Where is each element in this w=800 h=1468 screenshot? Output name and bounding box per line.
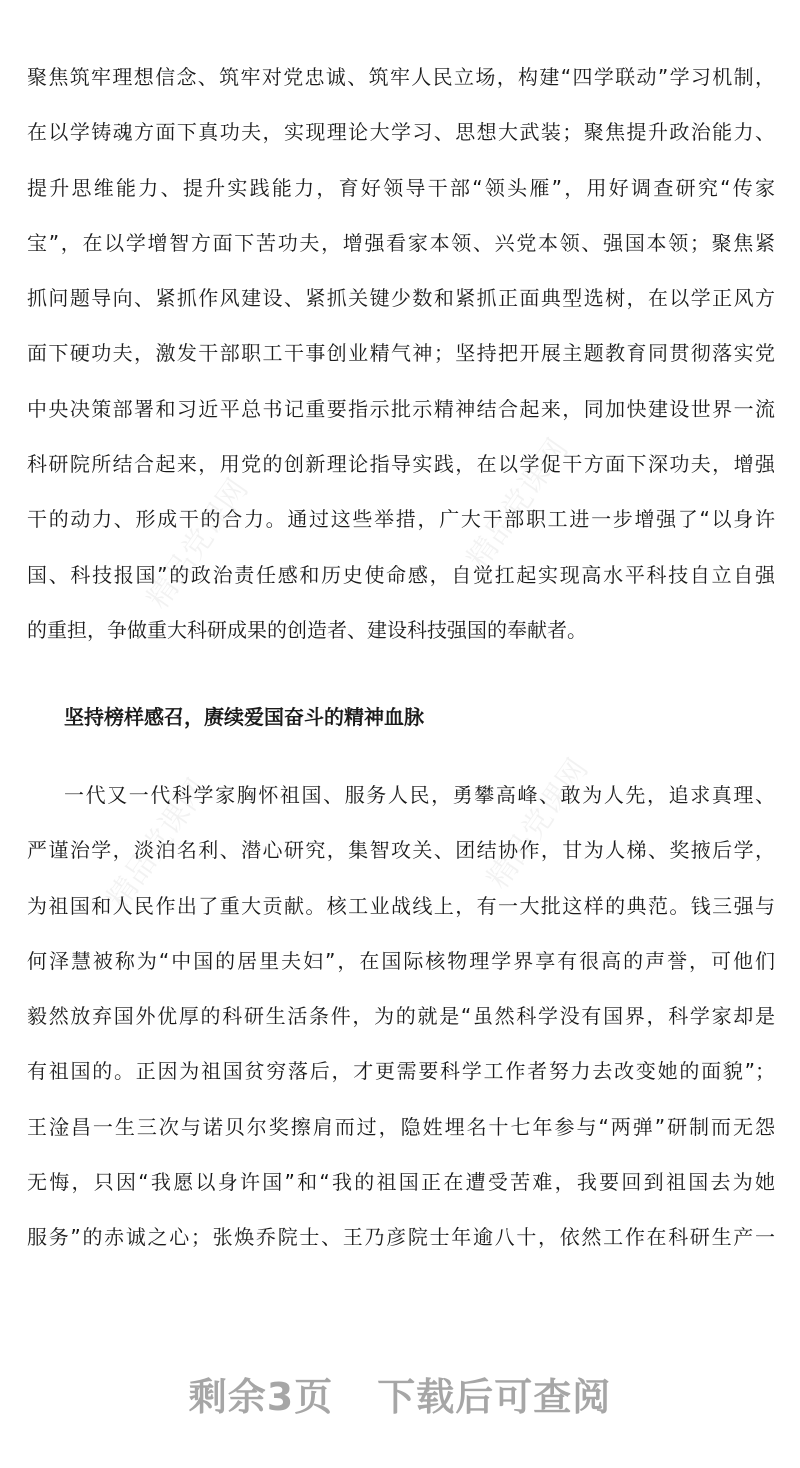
watermark: 精品党课网: [480, 752, 596, 896]
watermark: 精品党课网: [460, 432, 576, 576]
download-prompt[interactable]: [0, 1366, 800, 1421]
text-line: 的重担，争做重大科研成果的创造者、建设科技强国的奉献者。: [27, 617, 587, 642]
paragraph-2: [27, 768, 775, 1266]
watermark: 精品党课网: [140, 472, 256, 616]
download-to-view-label[interactable]: 下载后可查阅: [377, 1375, 612, 1419]
text-line: 抓问题导向、紧抓作风建设、紧抓关键少数和紧抓正面典型选树，在以学正风方: [27, 286, 775, 311]
text-line: 何泽慧被称为“中国的居里夫妇”，在国际核物理学界享有很高的声誉，可他们: [27, 948, 775, 973]
text-line: 干的动力、形成干的合力。通过这些举措，广大干部职工进一步增强了“以身许: [27, 507, 775, 532]
text-line: 为祖国和人民作出了重大贡献。核工业战线上，有一大批这样的典范。钱三强与: [27, 893, 775, 918]
remaining-pages-label: 剩余3页: [188, 1375, 334, 1419]
text-line: 宝”，在以学增智方面下苦功夫，增强看家本领、兴党本领、强国本领；聚焦紧: [27, 230, 775, 255]
text-line: 无悔，只因“我愿以身许国”和“我的祖国正在遭受苦难，我要回到祖国去为她: [27, 1170, 775, 1195]
text-line: 聚焦筑牢理想信念、筑牢对党忠诚、筑牢人民立场，构建“四学联动”学习机制，: [27, 65, 775, 89]
text-line: 国、科技报国”的政治责任感和历史使命感，自觉扛起实现高水平科技自立自强: [27, 562, 775, 587]
text-line: 王淦昌一生三次与诺贝尔奖擦肩而过，隐姓埋名十七年参与“两弹”研制而无怨: [27, 1114, 775, 1139]
text-line: 中央决策部署和习近平总书记重要指示批示精神结合起来，同加快建设世界一流: [27, 396, 775, 421]
text-line: 严谨治学，淡泊名利、潜心研究，集智攻关、团结协作，甘为人梯、奖掖后学，: [27, 838, 775, 863]
paragraph-1: [27, 50, 775, 658]
section-heading: 坚持榜样感召，赓续爱国奋斗的精神血脉: [64, 705, 424, 729]
text-line: 一代又一代科学家胸怀祖国、服务人民，勇攀高峰、敢为人先，追求真理、: [64, 783, 775, 807]
text-line: 面下硬功夫，激发干部职工干事创业精气神；坚持把开展主题教育同贯彻落实党: [27, 341, 775, 366]
text-line: 科研院所结合起来，用党的创新理论指导实践，在以学促干方面下深功夫，增强: [27, 452, 775, 477]
text-line: 提升思维能力、提升实践能力，育好领导干部“领头雁”，用好调查研究“传家: [27, 175, 775, 200]
text-line: 在以学铸魂方面下真功夫，实现理论大学习、思想大武装；聚焦提升政治能力、: [27, 120, 775, 145]
text-line: 有祖国的。正因为祖国贫穷落后，才更需要科学工作者努力去改变她的面貌”；: [27, 1059, 775, 1084]
text-line: 服务”的赤诚之心；张焕乔院士、王乃彦院士年逾八十，依然工作在科研生产一: [27, 1225, 775, 1250]
watermark: 精品党课网: [100, 772, 216, 916]
text-line: 毅然放弃国外优厚的科研生活条件，为的就是“虽然科学没有国界，科学家却是: [27, 1004, 775, 1029]
